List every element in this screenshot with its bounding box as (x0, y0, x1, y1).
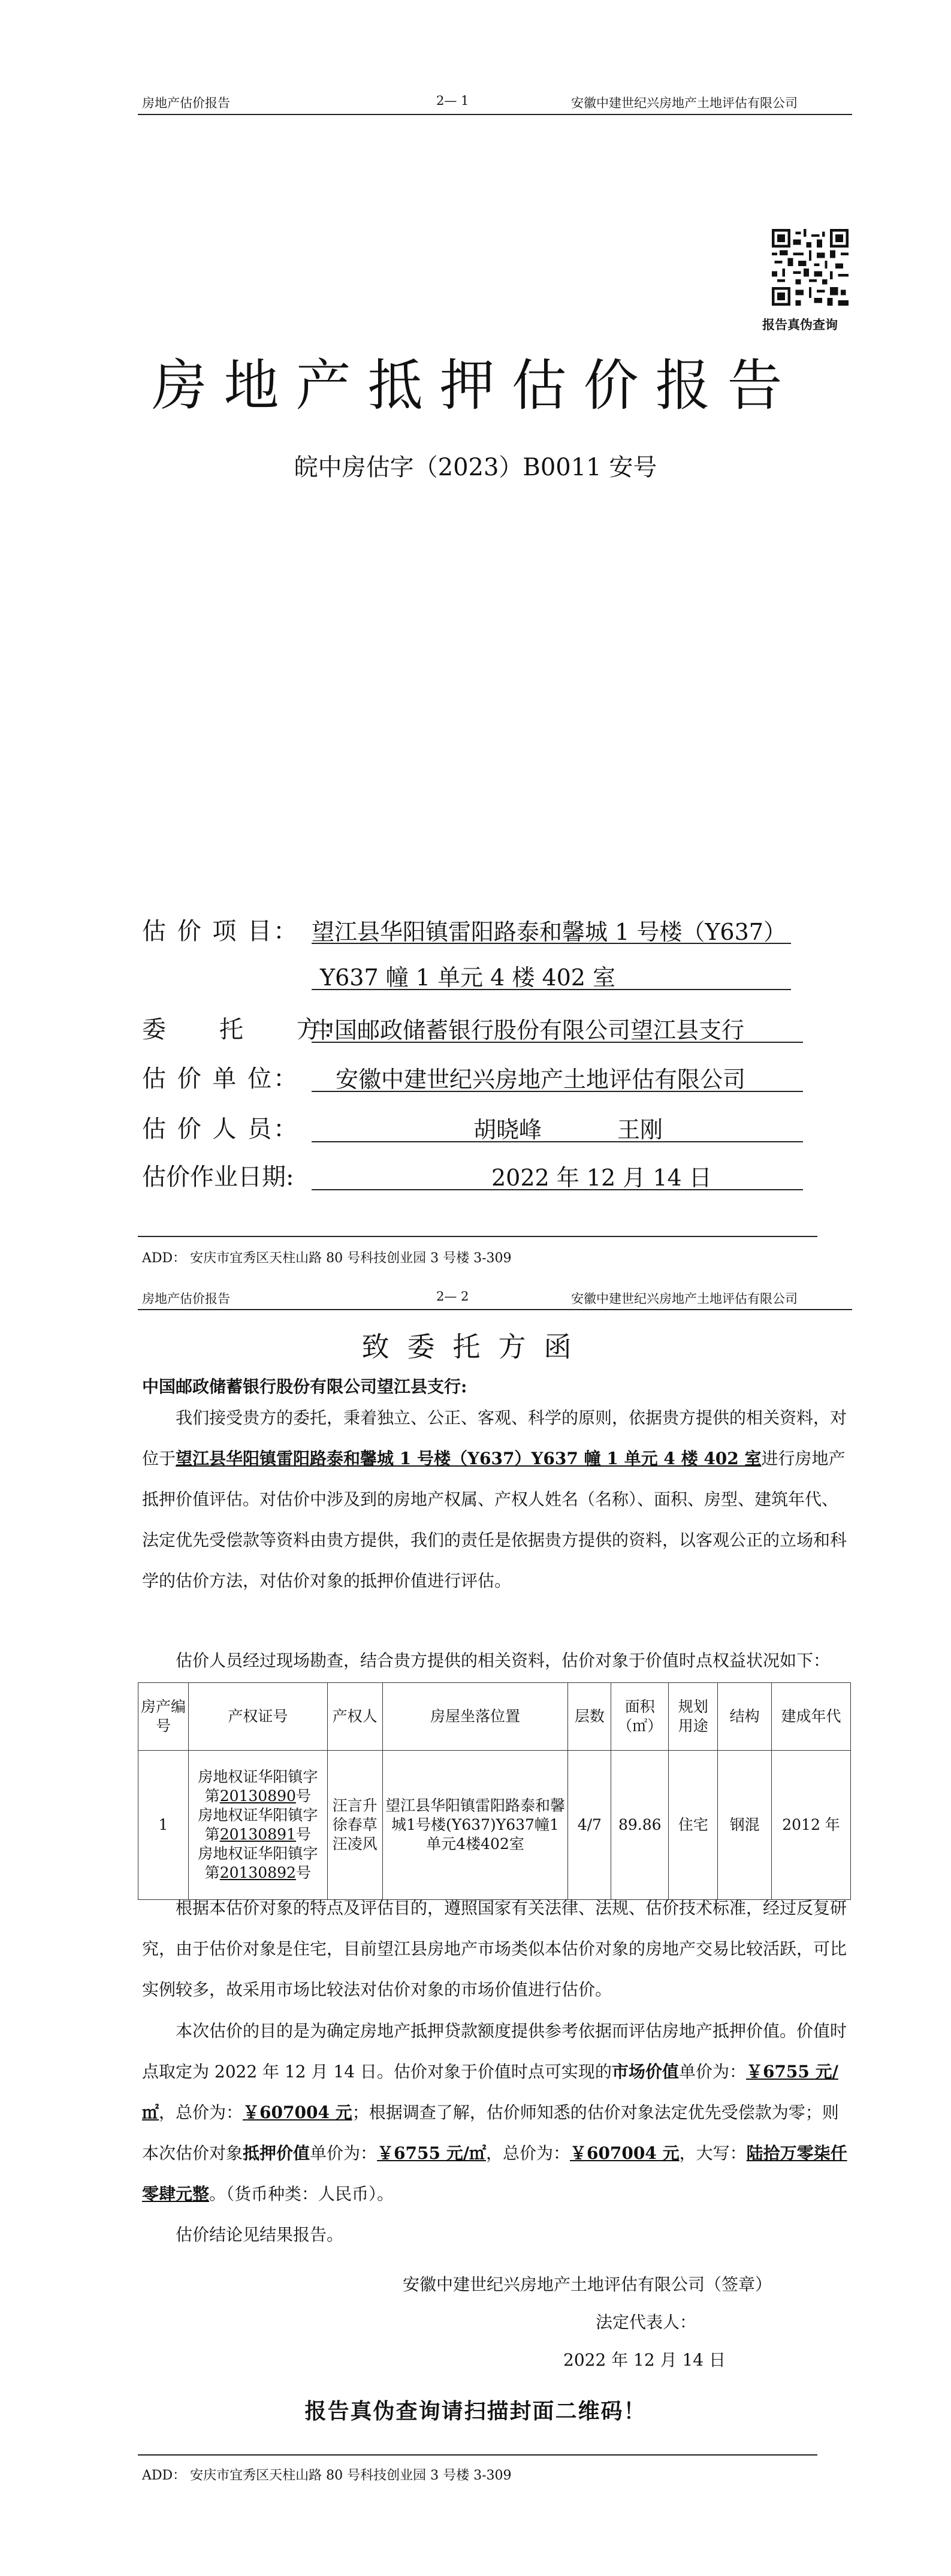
footer-address-1: ADD： 安庆市宜秀区天柱山路 80 号科技创业园 3 号楼 3-309 (142, 1251, 512, 1266)
market-unit-price: ￥6755 元/㎡ (142, 2062, 838, 2122)
header-right: 安徽中建世纪兴房地产土地评估有限公司 (571, 96, 798, 110)
market-value-label: 市场价值 (611, 2062, 679, 2082)
table-header-row (138, 1683, 851, 1751)
client-underline (312, 1042, 803, 1043)
cert-suffix: 号 (295, 1864, 311, 1881)
project-value-line-1: 望江县华阳镇雷阳路泰和馨城 1 号楼（Y637） (312, 919, 786, 945)
table-header: 规划用途 (669, 1683, 718, 1751)
cell-location: 望江县华阳镇雷阳路泰和馨城1号楼(Y637)Y637幢1单元4楼402室 (382, 1751, 568, 1900)
owner-name: 汪言升 (332, 1797, 378, 1814)
cell-owners (327, 1751, 382, 1900)
client-value: 中国邮政储蓄银行股份有限公司望江县支行 (312, 1017, 745, 1043)
signature-company: 安徽中建世纪兴房地产土地评估有限公司（签章） (403, 2275, 772, 2294)
para4-text: ；根据调查了解，估价师知悉的估价对象法定优先受偿款为零；则本次估价对象 (142, 2103, 839, 2163)
appraiser-underline (312, 1091, 803, 1092)
mortgage-total-price: ￥607004 元 (569, 2143, 680, 2163)
cert-prefix: 房地权证华阳镇字第 (198, 1845, 318, 1881)
cell-year: 2012 年 (772, 1751, 851, 1900)
para4-text: 。（货币种类：人民币）。 (209, 2184, 394, 2204)
header-divider-2 (138, 1309, 852, 1310)
client-label: 委 托 方： (142, 1016, 348, 1043)
cert-suffix: 号 (295, 1787, 311, 1805)
para4-text: 单价为： (310, 2143, 378, 2163)
report-number: 皖中房估字（2023）B0011 安号 (294, 454, 657, 481)
footer-divider-2 (138, 2454, 817, 2456)
cert-number: 20130891 (219, 1826, 296, 1843)
cert-prefix: 房地权证华阳镇字第 (198, 1806, 318, 1843)
letter-title: 致委托方函 (361, 1331, 590, 1363)
cert-prefix: 房地权证华阳镇字第 (198, 1768, 318, 1805)
para4-text: ，总价为： (159, 2103, 243, 2122)
para1-property-address: 望江县华阳镇雷阳路泰和馨城 1 号楼（Y637）Y637 幢 1 单元 4 楼 402 室 (176, 1449, 762, 1468)
letter-addressee: 中国邮政储蓄银行股份有限公司望江县支行: (142, 1377, 467, 1396)
appraiser-value: 安徽中建世纪兴房地产土地评估有限公司 (336, 1066, 746, 1093)
table-header: 建成年代 (772, 1683, 851, 1751)
property-table (138, 1682, 851, 1900)
para4-text: 本次估价的目的是为确定房地产抵押贷款额度提供参考依据而评估房地产抵押价值。价值时点取定为 2022 年 12 月 14 日。估价对象于价值时点可实现的 (142, 2021, 847, 2082)
amount-in-words: 陆拾万零柒仟零肆元整 (142, 2143, 847, 2204)
footer-divider-1 (138, 1236, 817, 1237)
header-right-2: 安徽中建世纪兴房地产土地评估有限公司 (571, 1292, 798, 1306)
authenticity-notice: 报告真伪查询请扫描封面二维码！ (304, 2399, 647, 2424)
header-left-2: 房地产估价报告 (142, 1292, 230, 1306)
mortgage-unit-price: ￥6755 元/㎡ (377, 2143, 486, 2163)
para1-text-a: 我们接受贵方的委托，秉着独立、公正、客观、科学的原则，依据贵方提供的相关资料，对位于 (142, 1408, 847, 1468)
table-header: 层数 (568, 1683, 611, 1751)
table-header: 结构 (718, 1683, 772, 1751)
staff-label: 估 价 人 员： (142, 1115, 300, 1143)
signature-representative: 法定代表人： (596, 2312, 697, 2332)
project-value-line-2: Y637 幢 1 单元 4 楼 402 室 (320, 964, 616, 991)
cell-floors: 4/7 (568, 1751, 611, 1900)
paragraph-1 (142, 1398, 849, 1601)
cell-certificates (188, 1751, 327, 1900)
para4-text: ，大写： (679, 2143, 747, 2163)
table-header: 产权证号 (188, 1683, 327, 1751)
market-total-price: ￥607004 元 (243, 2103, 352, 2122)
table-row (138, 1751, 851, 1900)
paragraph-5: 估价结论见结果报告。 (176, 2225, 344, 2245)
cert-number: 20130890 (219, 1787, 296, 1805)
cert-number: 20130892 (219, 1864, 296, 1881)
owner-name: 汪凌风 (332, 1835, 378, 1853)
appraiser-label: 估 价 单 位： (142, 1065, 300, 1093)
project-label: 估 价 项 目： (142, 918, 300, 945)
paragraph-3: 根据本估价对象的特点及评估目的，遵照国家有关法律、法规、估价技术标准，经过反复研究，由于估价对象是住宅，目前望江县房地产市场类似本估价对象的房地产交易比较活跃，可比实例较多，故采用市场比较法对估价对象的市场价值进行估价。 (142, 1898, 847, 1999)
staff-underline (312, 1141, 803, 1142)
qr-code-icon[interactable] (772, 229, 849, 306)
staff-name-1: 胡晓峰 (473, 1117, 542, 1143)
cell-use: 住宅 (669, 1751, 718, 1900)
qr-caption: 报告真伪查询 (762, 317, 838, 332)
table-header: 产权人 (327, 1683, 382, 1751)
table-header: 房产编号 (138, 1683, 189, 1751)
para4-text: 单价为： (678, 2062, 746, 2082)
header-divider (138, 114, 852, 115)
paragraph-4 (142, 2011, 849, 2215)
date-value: 2022 年 12 月 14 日 (491, 1165, 712, 1191)
cell-area: 89.86 (611, 1751, 669, 1900)
mortgage-value-label: 抵押价值 (243, 2143, 310, 2163)
date-label: 估价作业日期: (142, 1163, 294, 1191)
header-page-number-2: 2— 2 (436, 1289, 469, 1304)
project-underline-2 (312, 989, 791, 990)
cert-suffix: 号 (295, 1826, 311, 1843)
table-header: 房屋坐落位置 (382, 1683, 568, 1751)
cell-structure: 钢混 (718, 1751, 772, 1900)
paragraph-2: 估价人员经过现场勘查，结合贵方提供的相关资料，估价对象于价值时点权益状况如下： (176, 1651, 831, 1670)
staff-name-2: 王刚 (617, 1117, 663, 1143)
cell-property-no: 1 (138, 1751, 189, 1900)
para1-text-c: 进行房地产抵押价值评估。对估价中涉及到的房地产权属、产权人姓名（名称）、面积、房型、建筑年代、法定优先受偿款等资料由贵方提供，我们的责任是依据贵方提供的资料，以客观公正的立场和科学的估价方法，对估价对象的抵押价值进行评估。 (142, 1449, 847, 1591)
signature-date: 2022 年 12 月 14 日 (563, 2350, 726, 2370)
header-left: 房地产估价报告 (142, 96, 230, 110)
project-underline-1 (312, 943, 791, 944)
para4-text: ，总价为： (485, 2143, 570, 2163)
footer-address-2: ADD： 安庆市宜秀区天柱山路 80 号科技创业园 3 号楼 3-309 (142, 2468, 512, 2483)
table-header: 面积（㎡） (611, 1683, 669, 1751)
date-underline (312, 1189, 803, 1190)
header-page-number: 2— 1 (436, 93, 469, 108)
report-title: 房地产抵押估价报告 (152, 354, 799, 418)
owner-name: 徐春草 (332, 1816, 378, 1833)
